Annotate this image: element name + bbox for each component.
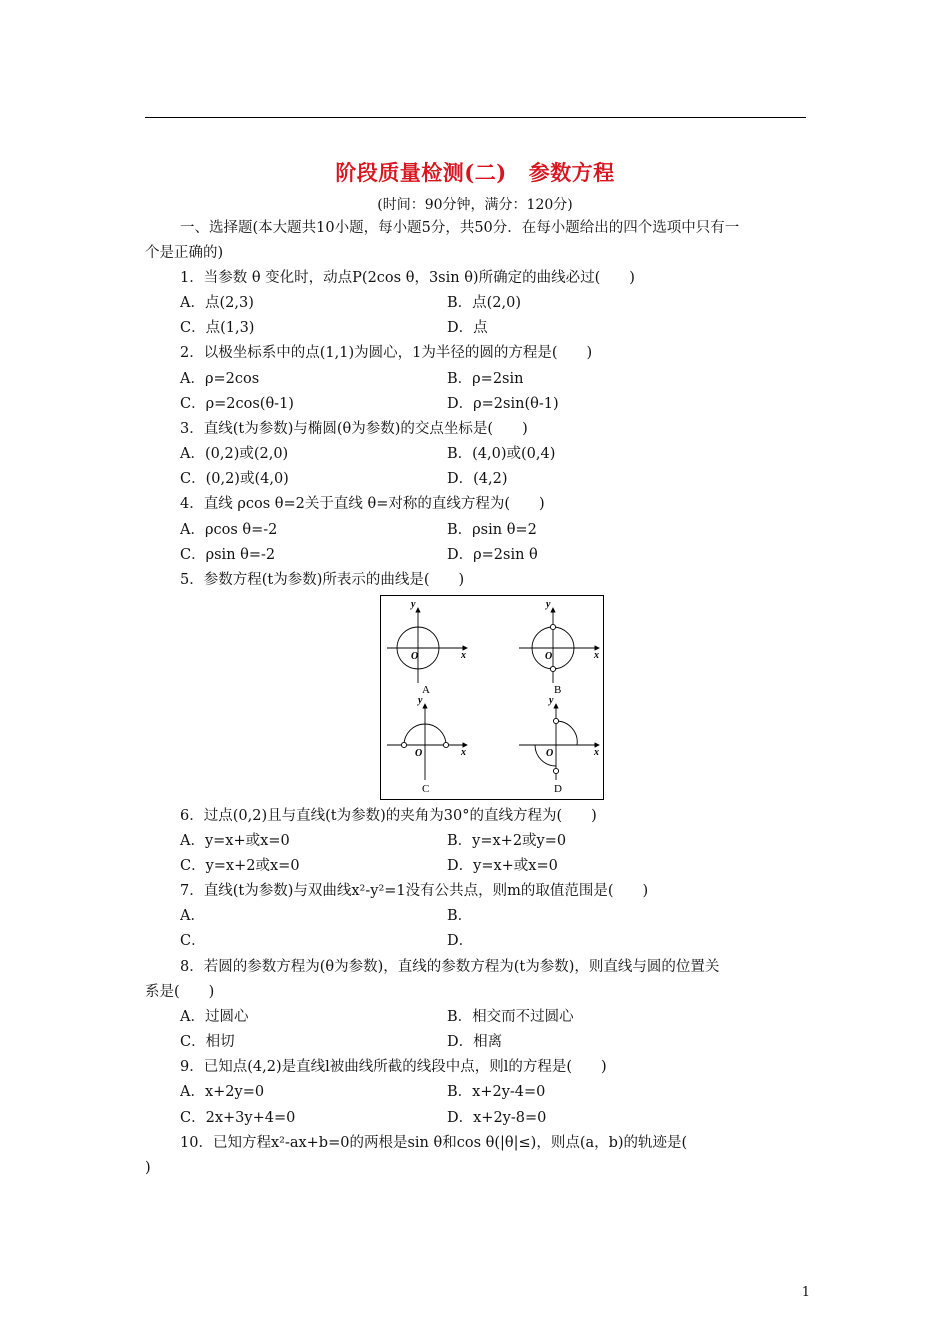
question-8-stem: 8．若圆的参数方程为(θ为参数)，直线的参数方程为(t为参数)，则直线与圆的位置关	[180, 959, 720, 975]
question-10-stem: 10．已知方程x²-ax+b=0的两根是sin θ和cos θ(|θ|≤)，则点(a，b)的轨迹是(	[180, 1135, 688, 1151]
question-6-option-a: A．y=x+或x=0	[180, 833, 290, 849]
title-part2: 参数方程	[528, 160, 615, 185]
question-4-option-a: A．ρcos θ=-2	[180, 522, 278, 538]
question-9-option-a: A．x+2y=0	[180, 1084, 265, 1100]
question-1-option-a: A．点(2,3)	[180, 295, 254, 311]
origin-label: O	[546, 748, 554, 759]
question-8-option-b: B．相交而不过圆心	[447, 1009, 574, 1025]
question-9-option-d: D．x+2y-8=0	[447, 1110, 547, 1126]
axis-x-label: x	[461, 747, 466, 758]
question-10-stem-cont: )	[145, 1160, 151, 1176]
question-2-option-c: C．ρ=2cos(θ-1)	[180, 396, 294, 412]
question-5-figure	[380, 595, 604, 800]
question-3-option-c: C．(0,2)或(4,0)	[180, 471, 289, 487]
question-8-option-a: A．过圆心	[180, 1009, 249, 1025]
question-1-option-d: D．点	[447, 320, 488, 336]
question-9-stem: 9．已知点(4,2)是直线l被曲线所截的线段中点，则l的方程是( )	[180, 1059, 607, 1075]
header-rule	[145, 117, 806, 118]
question-4-option-d: D．ρ=2sin θ	[447, 547, 538, 563]
panel-label-b: B	[554, 684, 562, 696]
question-7-option-b: B．	[447, 908, 473, 924]
section-intro-line1: 一、选择题(本大题共10小题，每小题5分，共50分．在每小题给出的四个选项中只有一	[180, 220, 740, 236]
axis-y-label: y	[411, 599, 416, 610]
axis-x-label: x	[461, 650, 466, 661]
question-3-option-b: B．(4,0)或(0,4)	[447, 446, 556, 462]
question-6-option-b: B．y=x+2或y=0	[447, 833, 567, 849]
question-2-option-b: B．ρ=2sin	[447, 371, 524, 387]
question-6-option-d: D．y=x+或x=0	[447, 858, 558, 874]
axis-x-label: x	[594, 747, 599, 758]
question-4-option-c: C．ρsin θ=-2	[180, 547, 276, 563]
question-7-option-c: C．	[180, 933, 206, 949]
panel-label-a: A	[422, 684, 430, 696]
page-number: 1	[801, 1285, 810, 1300]
section-intro-line2: 个是正确的)	[145, 245, 224, 261]
question-1-option-c: C．点(1,3)	[180, 320, 255, 336]
panel-label-d: D	[554, 783, 562, 795]
axis-x-label: x	[594, 650, 599, 661]
question-3-stem: 3．直线(t为参数)与椭圆(θ为参数)的交点坐标是( )	[180, 421, 528, 437]
page-title	[0, 157, 950, 187]
figure-panel-b	[519, 608, 599, 683]
question-7-option-a: A．	[180, 908, 205, 924]
figure-panel-d	[519, 704, 599, 780]
question-3-option-a: A．(0,2)或(2,0)	[180, 446, 289, 462]
axis-y-label: y	[549, 695, 554, 706]
question-7-stem: 7．直线(t为参数)与双曲线x²-y²=1没有公共点，则m的取值范围是( )	[180, 883, 649, 899]
question-4-option-b: B．ρsin θ=2	[447, 522, 537, 538]
question-6-option-c: C．y=x+2或x=0	[180, 858, 300, 874]
exam-subtitle: (时间：90分钟，满分：120分)	[377, 197, 573, 213]
question-2-option-d: D．ρ=2sin(θ-1)	[447, 396, 559, 412]
question-3-option-d: D．(4,2)	[447, 471, 508, 487]
origin-label: O	[415, 748, 423, 759]
question-2-option-a: A．ρ=2cos	[180, 371, 260, 387]
origin-label: O	[411, 651, 419, 662]
question-1-stem: 1．当参数 θ 变化时，动点P(2cos θ，3sin θ)所确定的曲线必过( )	[180, 270, 635, 286]
figure-panel-c	[387, 704, 467, 780]
axis-y-label: y	[546, 599, 551, 610]
question-9-option-b: B．x+2y-4=0	[447, 1084, 546, 1100]
panel-label-c: C	[422, 783, 430, 795]
question-8-option-d: D．相离	[447, 1034, 503, 1050]
question-4-stem: 4．直线 ρcos θ=2关于直线 θ=对称的直线方程为( )	[180, 496, 545, 512]
question-8-option-c: C．相切	[180, 1034, 235, 1050]
curve-options-figure	[381, 596, 603, 799]
question-1-option-b: B．点(2,0)	[447, 295, 522, 311]
question-5-stem: 5．参数方程(t为参数)所表示的曲线是( )	[180, 572, 465, 588]
question-6-stem: 6．过点(0,2)且与直线(t为参数)的夹角为30°的直线方程为( )	[180, 808, 597, 824]
axis-y-label: y	[418, 695, 423, 706]
origin-label: O	[545, 651, 553, 662]
question-2-stem: 2．以极坐标系中的点(1,1)为圆心，1为半径的圆的方程是( )	[180, 345, 593, 361]
question-9-option-c: C．2x+3y+4=0	[180, 1110, 296, 1126]
question-8-stem-cont: 系是( )	[145, 984, 215, 1000]
title-part1: 阶段质量检测(二)	[335, 160, 507, 185]
question-7-option-d: D．	[447, 933, 474, 949]
figure-panel-a	[387, 608, 467, 683]
